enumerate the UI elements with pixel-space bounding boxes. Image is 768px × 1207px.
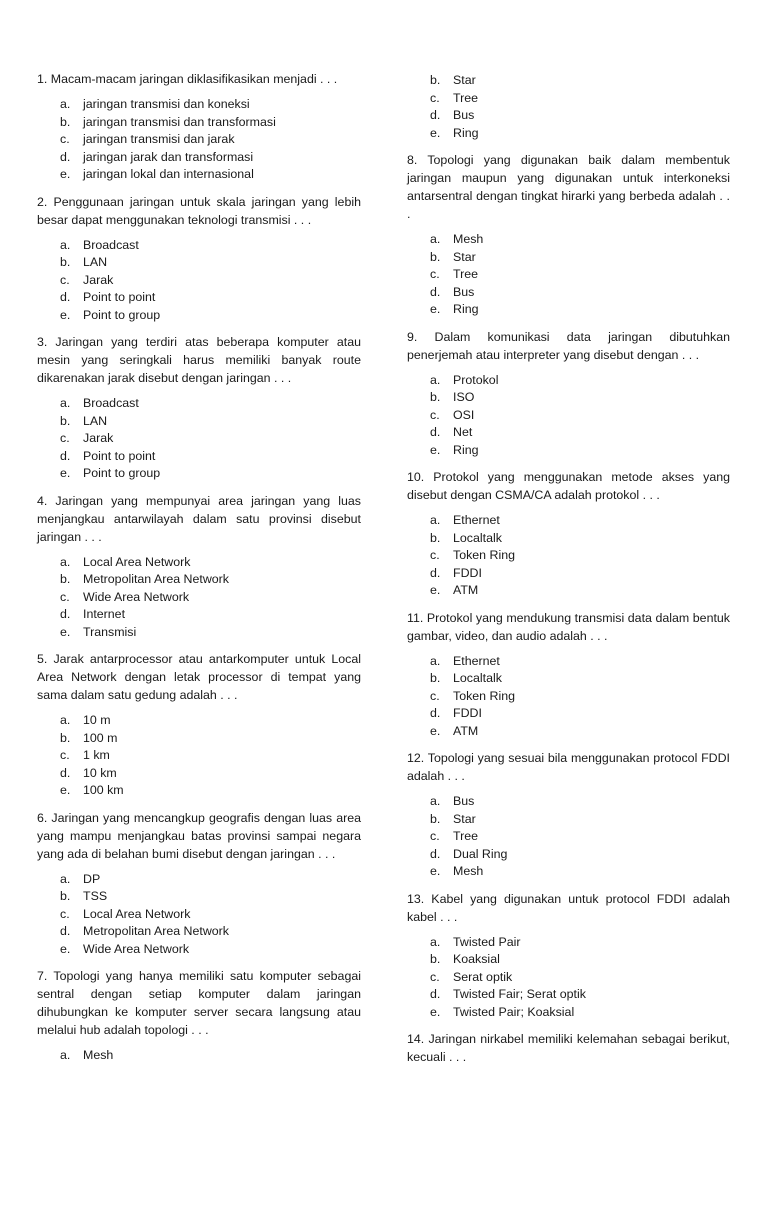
option-letter: e. — [430, 864, 441, 878]
q12-option-4 — [430, 863, 730, 881]
option-letter: b. — [430, 73, 441, 87]
option-text: Star — [453, 811, 476, 826]
option-letter: e. — [60, 167, 71, 181]
q4-option-4 — [60, 624, 361, 642]
q13-option-1 — [430, 951, 730, 969]
q7-option-3 — [430, 125, 730, 143]
option-text: Broadcast — [83, 237, 139, 252]
option-text: Bus — [453, 108, 475, 122]
q10-option-2 — [430, 547, 730, 565]
question-12 — [407, 749, 730, 881]
q5-option-3 — [60, 765, 361, 783]
option-letter: c. — [430, 688, 440, 703]
q3-option-3 — [60, 448, 361, 466]
question-text: 7. Topologi yang hanya memiliki satu komputer sebagai sentral dengan setiap komputer dalam jaringan dihubungkan ke komputer server secara langsung atau melalui hub adalah topologi . . . — [37, 969, 361, 1037]
q2-option-0 — [60, 237, 361, 255]
question-text: 8. Topologi yang digunakan baik dalam membentuk jaringan maupun yang digunakan untuk interkoneksi antarsentral dengan tingkat hirarki yang berbeda adalah . . . — [407, 153, 730, 221]
q7-option-1 — [430, 90, 730, 108]
q12-option-2 — [430, 828, 730, 846]
q10-option-0 — [430, 512, 730, 530]
option-letter: a. — [60, 713, 71, 727]
options-list — [37, 237, 361, 325]
q11-option-1 — [430, 670, 730, 688]
q2-option-1 — [60, 254, 361, 272]
question-10 — [407, 468, 730, 600]
question-text: 3. Jaringan yang terdiri atas beberapa komputer atau mesin yang seringkali harus memiliki banyak route dikarenakan jarak disebut dengan jaringan . . . — [37, 335, 361, 385]
option-text: FDDI — [453, 565, 482, 580]
option-letter: b. — [60, 255, 71, 269]
q7-option-0 — [60, 1047, 361, 1065]
option-text: Tree — [453, 90, 479, 105]
option-text: Tree — [453, 829, 479, 843]
option-letter: c. — [60, 431, 70, 445]
option-letter: e. — [430, 442, 441, 457]
option-text: Transmisi — [83, 624, 137, 639]
option-letter: e. — [60, 466, 71, 480]
option-letter: b. — [430, 671, 441, 685]
option-letter: a. — [430, 934, 441, 949]
question-9 — [407, 328, 730, 460]
option-text: jaringan transmisi dan jarak — [83, 132, 235, 146]
option-letter: a. — [430, 653, 441, 668]
option-letter: e. — [430, 1004, 441, 1019]
question-13 — [407, 890, 730, 1022]
option-text: Mesh — [453, 232, 484, 246]
option-letter: e. — [60, 941, 71, 956]
option-text: Net — [453, 425, 473, 439]
question-text: 6. Jaringan yang mencangkup geografis dengan luas area yang mampu menjangkau batas provinsi sampai negara yang ada di belahan bumi disebut dengan jaringan . . . — [37, 810, 361, 861]
option-letter: c. — [60, 272, 70, 287]
question-text: 12. Topologi yang sesuai bila menggunakan protocol FDDI adalah . . . — [407, 751, 730, 783]
q10-option-4 — [430, 582, 730, 600]
option-text: ATM — [453, 583, 479, 597]
question-text: 4. Jaringan yang mempunyai area jaringan yang luas menjangkau antarwilayah dalam satu provinsi disebut jaringan . . . — [37, 493, 361, 544]
q3-option-1 — [60, 413, 361, 431]
q11-option-3 — [430, 705, 730, 723]
option-text: jaringan lokal dan internasional — [83, 167, 254, 181]
option-letter: d. — [430, 284, 441, 299]
options-list — [37, 554, 361, 642]
option-letter: d. — [430, 706, 441, 720]
option-text: Ring — [453, 302, 479, 316]
q9-option-3 — [430, 424, 730, 442]
q9-option-2 — [430, 407, 730, 425]
q12-option-3 — [430, 846, 730, 864]
q13-option-3 — [430, 986, 730, 1004]
option-letter: c. — [430, 548, 440, 562]
question-1 — [37, 70, 361, 184]
option-text: Ring — [453, 125, 479, 140]
option-letter: e. — [430, 583, 441, 597]
question-3 — [37, 333, 361, 483]
option-text: Protokol — [453, 372, 499, 387]
q8-option-4 — [430, 301, 730, 319]
question-text: 10. Protokol yang menggunakan metode akses yang disebut dengan CSMA/CA adalah protokol . . . — [407, 470, 730, 502]
option-text: Wide Area Network — [83, 941, 190, 956]
options-list — [37, 395, 361, 483]
option-letter: a. — [60, 97, 71, 111]
q2-option-3 — [60, 289, 361, 307]
q5-option-1 — [60, 730, 361, 748]
option-letter: b. — [60, 114, 71, 129]
option-text: Localtalk — [453, 671, 502, 685]
right-column — [407, 72, 730, 1075]
question-7 — [37, 967, 361, 1065]
q12-option-1 — [430, 811, 730, 829]
option-text: TSS — [83, 889, 108, 903]
option-letter: d. — [430, 425, 441, 439]
option-text: Serat optik — [453, 969, 513, 984]
option-text: Point to point — [83, 448, 156, 463]
options-list — [37, 712, 361, 800]
option-letter: b. — [60, 730, 71, 745]
option-letter: e. — [60, 783, 71, 797]
option-letter: e. — [60, 624, 71, 639]
option-letter: d. — [60, 765, 71, 780]
question-text: 14. Jaringan nirkabel memiliki kelemahan sebagai berikut, kecuali . . . — [407, 1032, 730, 1064]
option-text: Broadcast — [83, 396, 139, 410]
question-2 — [37, 193, 361, 325]
options-list — [37, 96, 361, 184]
option-letter: c. — [430, 267, 440, 281]
option-letter: d. — [60, 607, 71, 621]
option-text: OSI — [453, 407, 475, 422]
option-text: Twisted Fair; Serat optik — [453, 987, 586, 1001]
option-text: Local Area Network — [83, 554, 191, 569]
q8-option-3 — [430, 284, 730, 302]
right-questions — [407, 151, 730, 1066]
option-letter: b. — [60, 889, 71, 903]
q4-option-1 — [60, 571, 361, 589]
option-text: jaringan transmisi dan koneksi — [83, 97, 250, 111]
option-letter: c. — [430, 407, 440, 422]
option-letter: b. — [430, 390, 441, 404]
question-14 — [407, 1030, 730, 1066]
option-letter: d. — [60, 149, 71, 164]
option-text: Token Ring — [453, 688, 515, 703]
option-text: Metropolitan Area Network — [83, 572, 230, 586]
option-text: 100 km — [83, 783, 124, 797]
options-list — [37, 871, 361, 959]
option-letter: a. — [60, 396, 71, 410]
option-letter: b. — [430, 811, 441, 826]
option-letter: b. — [430, 952, 441, 966]
option-text: Localtalk — [453, 530, 502, 545]
question-text: 2. Penggunaan jaringan untuk skala jaringan yang lebih besar dapat menggunakan teknologi transmisi . . . — [37, 194, 361, 227]
question-text: 9. Dalam komunikasi data jaringan dibutuhkan penerjemah atau interpreter yang disebut dengan . . . — [407, 329, 730, 362]
option-text: Point to group — [83, 466, 161, 480]
q13-option-2 — [430, 969, 730, 987]
option-letter: e. — [430, 723, 441, 738]
option-letter: e. — [60, 307, 71, 322]
option-letter: b. — [430, 249, 441, 264]
q9-option-1 — [430, 389, 730, 407]
q6-option-3 — [60, 923, 361, 941]
option-letter: a. — [60, 237, 71, 252]
q5-option-0 — [60, 712, 361, 730]
option-text: LAN — [83, 255, 108, 269]
option-letter: d. — [60, 924, 71, 938]
q8-option-0 — [430, 231, 730, 249]
q11-option-2 — [430, 688, 730, 706]
q11-option-4 — [430, 723, 730, 741]
option-letter: d. — [430, 108, 441, 122]
q1-option-4 — [60, 166, 361, 184]
option-text: Ring — [453, 442, 479, 457]
option-text: FDDI — [453, 706, 482, 720]
option-letter: d. — [430, 987, 441, 1001]
question-text: 11. Protokol yang mendukung transmisi data dalam bentuk gambar, video, dan audio adalah . . . — [407, 610, 730, 643]
option-letter: a. — [60, 871, 71, 886]
q9-option-0 — [430, 372, 730, 390]
option-text: Metropolitan Area Network — [83, 924, 230, 938]
option-letter: b. — [430, 530, 441, 545]
q7-option-0 — [430, 72, 730, 90]
option-text: 10 km — [83, 765, 117, 780]
option-text: Tree — [453, 267, 479, 281]
option-letter: c. — [430, 829, 440, 843]
option-letter: c. — [430, 90, 440, 105]
q1-option-3 — [60, 149, 361, 167]
left-column — [37, 70, 361, 1074]
option-text: Internet — [83, 607, 126, 621]
option-text: Dual Ring — [453, 846, 508, 861]
options-list — [407, 512, 730, 600]
q13-option-0 — [430, 934, 730, 952]
option-letter: a. — [430, 794, 441, 808]
question-5 — [37, 650, 361, 800]
option-text: Mesh — [453, 864, 484, 878]
q7-option-2 — [430, 107, 730, 125]
q1-option-0 — [60, 96, 361, 114]
option-text: 1 km — [83, 748, 110, 762]
option-text: Star — [453, 73, 476, 87]
options-list — [407, 372, 730, 460]
option-letter: a. — [430, 372, 441, 387]
q5-option-4 — [60, 782, 361, 800]
q8-option-2 — [430, 266, 730, 284]
q6-option-1 — [60, 888, 361, 906]
option-text: Point to point — [83, 290, 156, 304]
q8-option-1 — [430, 249, 730, 267]
option-letter: d. — [430, 846, 441, 861]
q10-option-3 — [430, 565, 730, 583]
option-text: 100 m — [83, 730, 118, 745]
option-letter: a. — [60, 554, 71, 569]
q3-option-4 — [60, 465, 361, 483]
option-text: ATM — [453, 723, 479, 738]
option-text: Koaksial — [453, 952, 500, 966]
option-letter: d. — [60, 290, 71, 304]
option-text: Wide Area Network — [83, 589, 190, 604]
option-letter: a. — [60, 1048, 71, 1062]
option-letter: a. — [430, 513, 441, 527]
q13-option-4 — [430, 1004, 730, 1022]
question-text: 13. Kabel yang digunakan untuk protocol FDDI adalah kabel . . . — [407, 891, 730, 924]
option-text: Bus — [453, 284, 475, 299]
options-list — [37, 1047, 361, 1065]
option-letter: b. — [60, 572, 71, 586]
option-letter: d. — [60, 448, 71, 463]
options-list — [407, 934, 730, 1022]
q7-options-continued — [407, 72, 730, 142]
options-list — [407, 793, 730, 881]
option-text: Point to group — [83, 307, 161, 322]
option-text: Twisted Pair — [453, 934, 521, 949]
option-text: DP — [83, 871, 101, 886]
option-letter: a. — [430, 232, 441, 246]
q6-option-2 — [60, 906, 361, 924]
q4-option-2 — [60, 589, 361, 607]
option-text: LAN — [83, 413, 108, 428]
option-letter: b. — [60, 413, 71, 428]
q10-option-1 — [430, 530, 730, 548]
q1-option-1 — [60, 114, 361, 132]
options-list — [407, 653, 730, 741]
q4-option-0 — [60, 554, 361, 572]
q3-option-0 — [60, 395, 361, 413]
option-letter: c. — [60, 748, 70, 762]
q9-option-4 — [430, 442, 730, 460]
q6-option-0 — [60, 871, 361, 889]
option-text: jaringan transmisi dan transformasi — [83, 114, 276, 129]
option-text: Star — [453, 249, 476, 264]
question-11 — [407, 609, 730, 741]
q2-option-4 — [60, 307, 361, 325]
question-8 — [407, 151, 730, 319]
option-text: Bus — [453, 794, 475, 808]
option-text: Local Area Network — [83, 906, 191, 921]
option-letter: e. — [430, 302, 441, 316]
q3-option-2 — [60, 430, 361, 448]
option-text: 10 m — [83, 713, 111, 727]
option-text: Token Ring — [453, 548, 515, 562]
option-letter: e. — [430, 125, 441, 140]
option-text: Ethernet — [453, 653, 500, 668]
option-letter: c. — [430, 969, 440, 984]
options-list — [407, 231, 730, 319]
option-text: jaringan jarak dan transformasi — [83, 149, 254, 164]
option-text: Jarak — [83, 431, 114, 445]
question-text: 1. Macam-macam jaringan diklasifikasikan menjadi . . . — [37, 72, 338, 86]
option-letter: c. — [60, 906, 70, 921]
q5-option-2 — [60, 747, 361, 765]
option-text: Ethernet — [453, 513, 500, 527]
question-6 — [37, 809, 361, 959]
question-4 — [37, 492, 361, 642]
option-letter: d. — [430, 565, 441, 580]
q12-option-0 — [430, 793, 730, 811]
q2-option-2 — [60, 272, 361, 290]
question-text: 5. Jarak antarprocessor atau antarkomputer untuk Local Area Network dengan letak processor di tempat yang sama dalam satu gedung adalah . . . — [37, 652, 361, 702]
option-text: Mesh — [83, 1048, 114, 1062]
q11-option-0 — [430, 653, 730, 671]
q1-option-2 — [60, 131, 361, 149]
option-text: Twisted Pair; Koaksial — [453, 1004, 575, 1019]
option-letter: c. — [60, 589, 70, 604]
option-letter: c. — [60, 132, 70, 146]
option-text: ISO — [453, 390, 475, 404]
q6-option-4 — [60, 941, 361, 959]
option-text: Jarak — [83, 272, 114, 287]
q4-option-3 — [60, 606, 361, 624]
